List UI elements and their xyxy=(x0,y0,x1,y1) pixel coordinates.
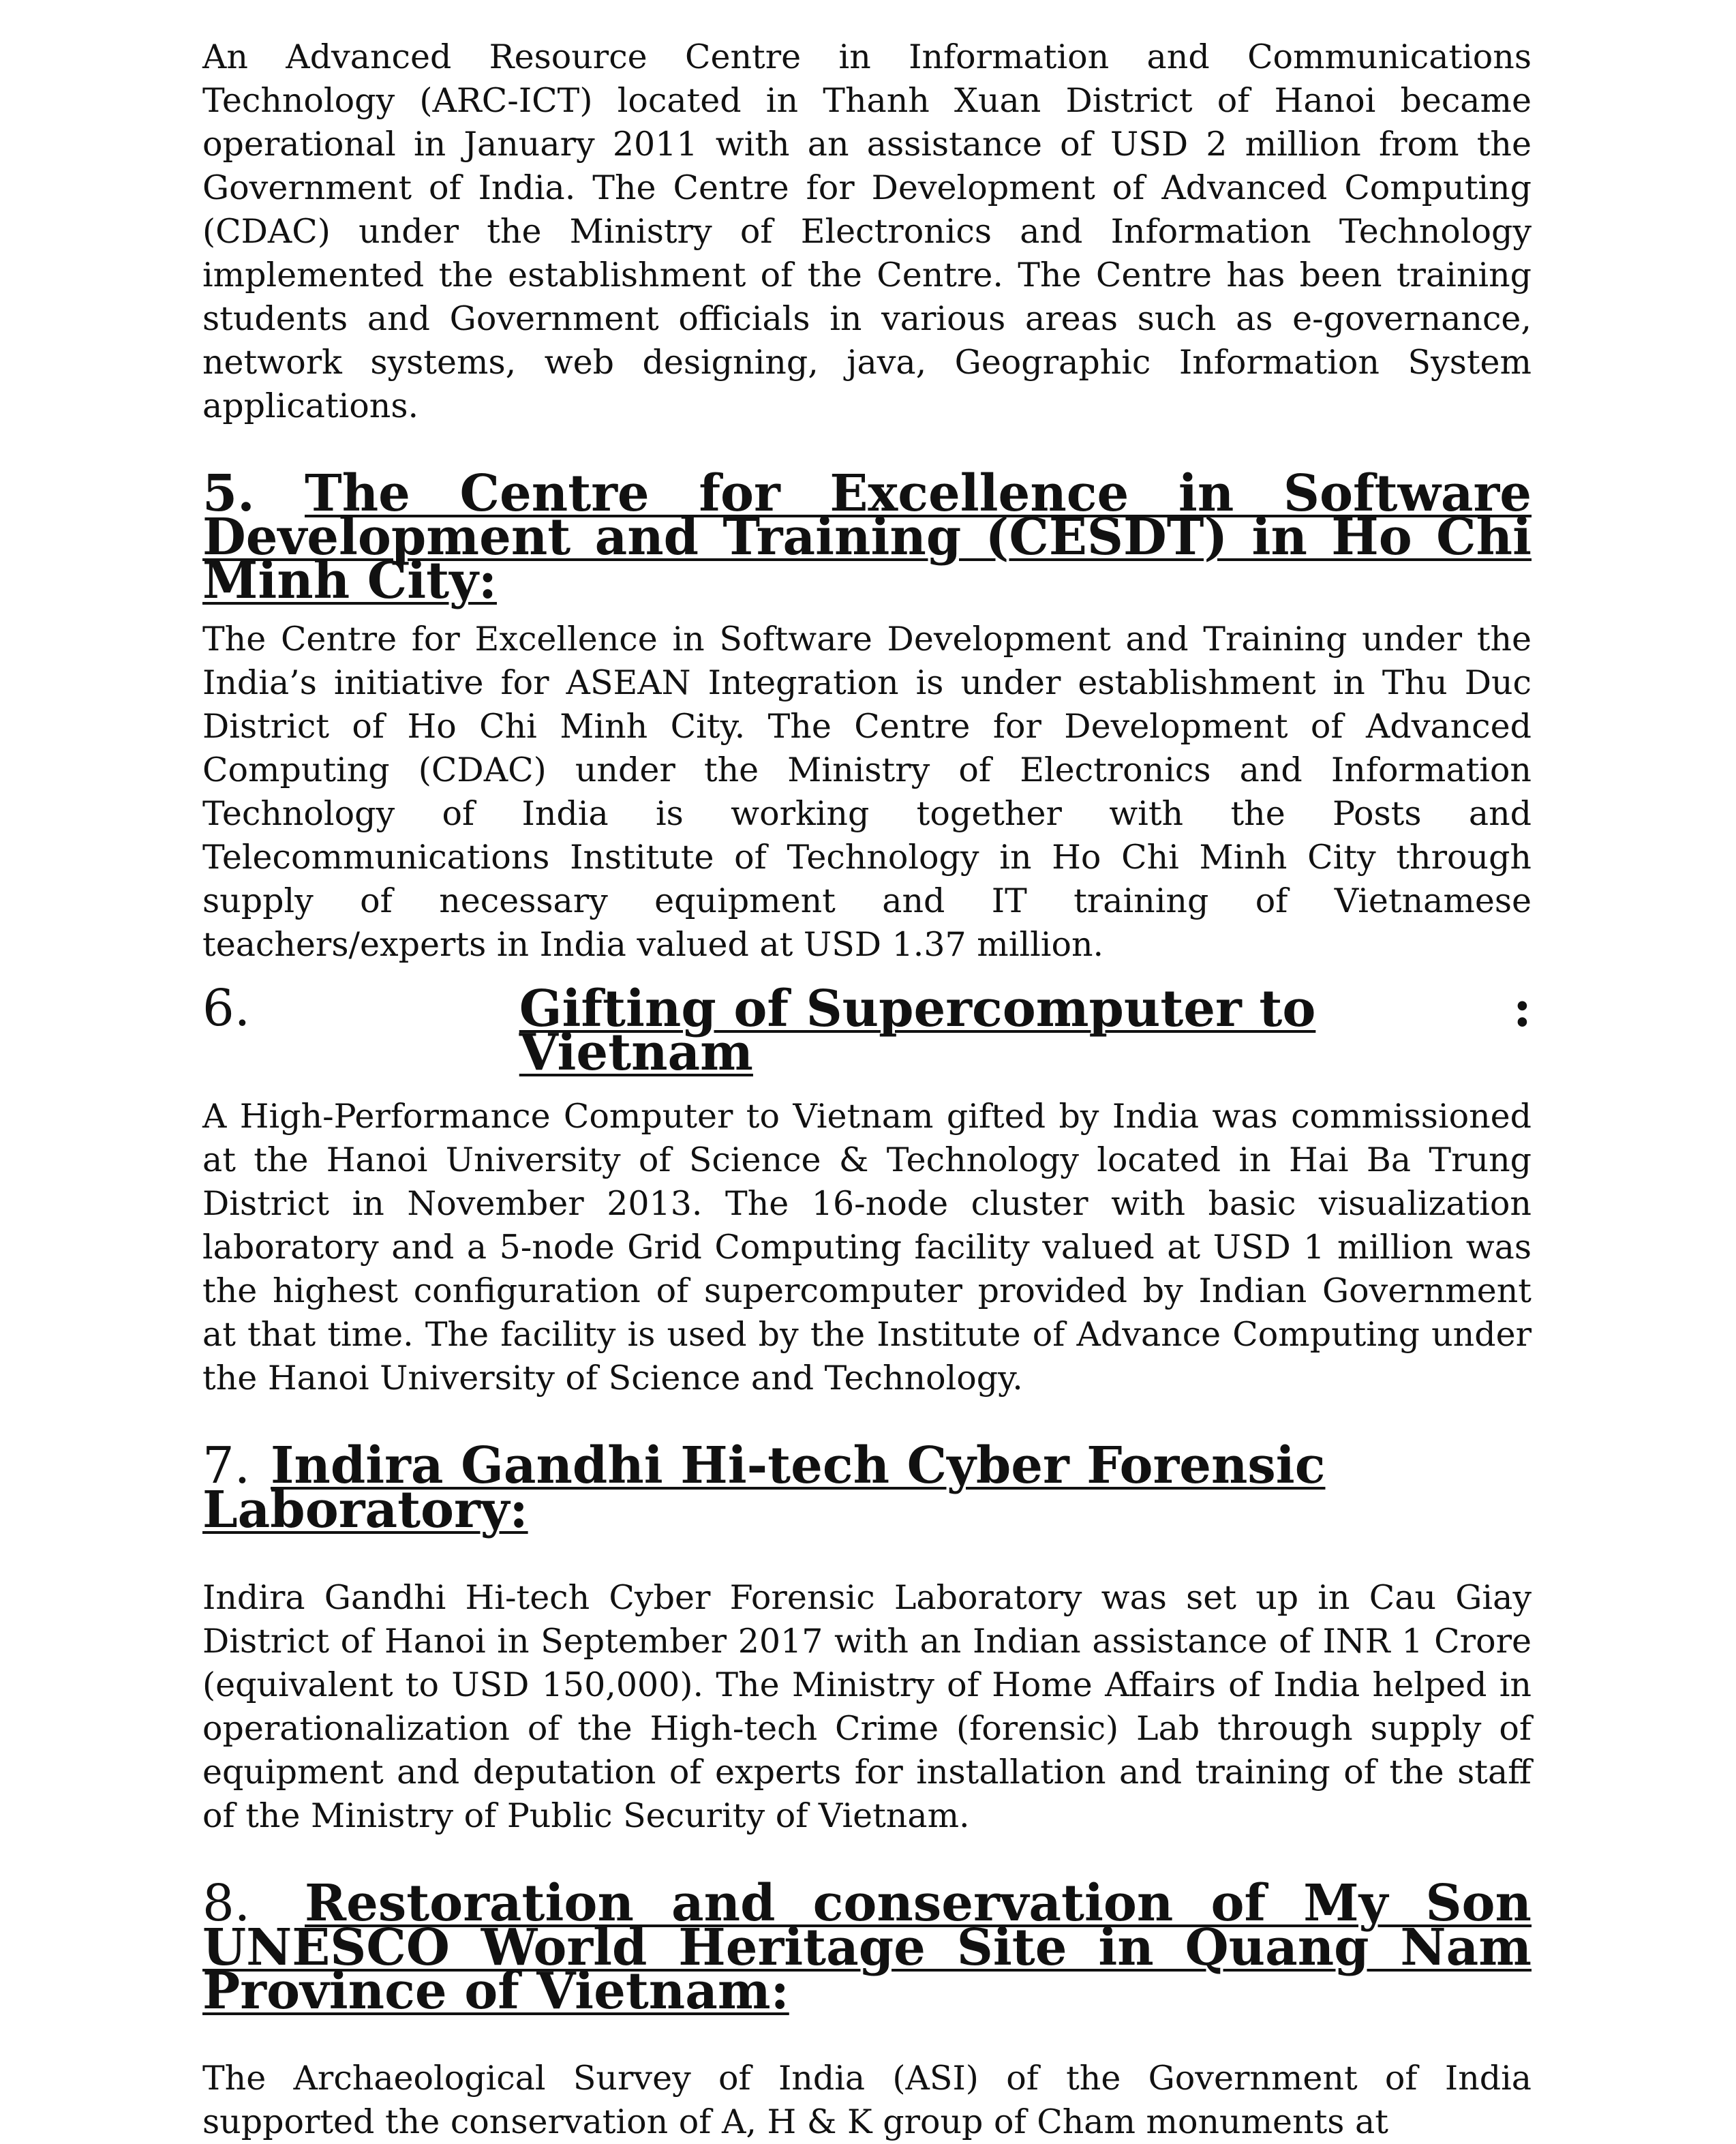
section-6-title: Gifting of Supercomputer to Vietnam xyxy=(519,980,1316,1082)
section-6-body: A High-Performance Computer to Vietnam gifted by India was commissioned at the Hanoi University of Science & Technology located in Hai Ba Trung District in November 2013. The 16-node cluster with basic visualization laboratory and a 5-node Grid Computing facility valued at USD 1 million was the highest configuration of supercomputer provided by Indian Government at that time. The facility is used by the Institute of Advance Computing under the Hanoi University of Science and Technology. xyxy=(202,1097,1532,1398)
section-5-title: The Centre for Excellence in Software Development and Training (CESDT) in Ho Chi Minh City: xyxy=(202,464,1532,610)
section-6-number: 6. xyxy=(202,980,251,1038)
section-8-number: 8. xyxy=(202,1875,251,1933)
section-8-title: Restoration and conservation of My Son UNESCO World Heritage Site in Quang Nam Province of Vietnam: xyxy=(202,1874,1532,2021)
section-8-body: The Archaeological Survey of India (ASI) of the Government of India supported the conservation of A, H & K group of Cham monuments at xyxy=(202,2059,1532,2141)
document-page xyxy=(202,35,1532,2144)
section-7-title: Indira Gandhi Hi-tech Cyber Forensic Laboratory: xyxy=(202,1436,1326,1539)
section-5-number: 5. xyxy=(202,464,255,523)
section-8-heading xyxy=(202,1874,1532,2021)
section-5-body: The Centre for Excellence in Software Development and Training under the India’s initiative for ASEAN Integration is under establishment in Thu Duc District of Ho Chi Minh City. The Centre for Development of Advanced Computing (CDAC) under the Ministry of Electronics and Information Technology of India is working together with the Posts and Telecommunications Institute of Technology in Ho Chi Minh City through supply of necessary equipment and IT training of Vietnamese teachers/experts in India valued at USD 1.37 million. xyxy=(202,620,1532,964)
section-7-heading xyxy=(202,1436,1532,1539)
section-5-heading xyxy=(202,464,1532,610)
intro-paragraph: An Advanced Resource Centre in Information and Communications Technology (ARC-ICT) located in Thanh Xuan District of Hanoi became operational in January 2011 with an assistance of USD 2 million from the Government of India. The Centre for Development of Advanced Computing (CDAC) under the Ministry of Electronics and Information Technology implemented the establishment of the Centre. The Centre has been training students and Government officials in various areas such as e-governance, network systems, web designing, java, Geographic Information System applications. xyxy=(202,37,1532,425)
section-7-number: 7. xyxy=(202,1437,251,1495)
section-6-heading xyxy=(202,980,1532,1082)
section-6-colon: : xyxy=(1512,980,1532,1038)
section-7-body: Indira Gandhi Hi-tech Cyber Forensic Laboratory was set up in Cau Giay District of Hanoi in September 2017 with an Indian assistance of INR 1 Crore (equivalent to USD 150,000). The Ministry of Home Affairs of India helped in operationalization of the High-tech Crime (forensic) Lab through supply of equipment and deputation of experts for installation and training of the staff of the Ministry of Public Security of Vietnam. xyxy=(202,1578,1532,1835)
